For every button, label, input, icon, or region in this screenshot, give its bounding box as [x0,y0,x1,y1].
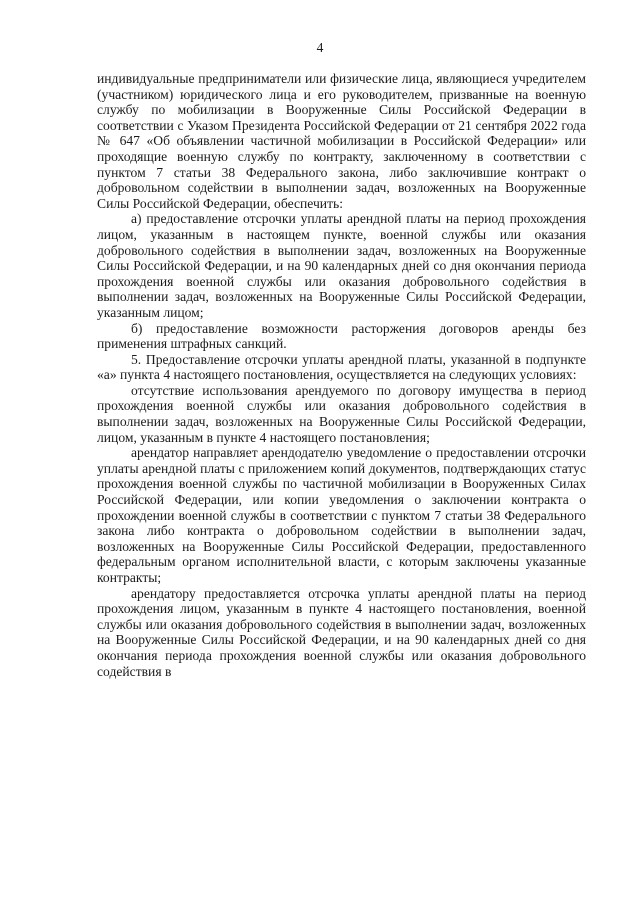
paragraph-item-a: а) предоставление отсрочки уплаты арендной платы на период прохождения лицом, указанным в настоящем пункте, военной службы или оказания добровольного содействия в выполнении задач, возложенных на Вооруженные Силы Российской Федерации, и на 90 календарных дней со дня окончания периода прохождения военной службы или оказания добровольного содействия в выполнении задач, возложенных на Вооруженные Силы Российской Федерации, указанным лицом; [97,211,586,320]
paragraph-point-5: 5. Предоставление отсрочки уплаты арендной платы, указанной в подпункте «а» пункта 4 настоящего постановления, осуществляется на следующих условиях: [97,351,586,383]
paragraph-condition-no-use: отсутствие использования арендуемого по договору имущества в период прохождения военной службы или оказания добровольного содействия в выполнении задач, возложенных на Вооруженные Силы Российской Федерации, лицом, указанным в пункте 4 настоящего постановления; [97,382,586,445]
paragraph-condition-deferral: арендатору предоставляется отсрочка уплаты арендной платы на период прохождения лицом, указанным в пункте 4 настоящего постановления, военной службы или оказания добровольного содействия в выполнении задач, возложенных на Вооруженные Силы Российской Федерации, и на 90 календарных дней со дня окончания периода прохождения военной службы или оказания добровольного содействия в [97,585,586,679]
paragraph-item-b: б) предоставление возможности расторжения договоров аренды без применения штрафных санкций. [97,320,586,352]
paragraph-intro: индивидуальные предприниматели или физические лица, являющиеся учредителем (участником) юридического лица и его руководителем, призванные на военную службу по мобилизации в Вооруженные Силы Российской Федерации в соответствии с Указом Президента Российской Федерации от 21 сентября 2022 года № 647 «Об объявлении частичной мобилизации в Российской Федерации» или проходящие военную службу по контракту, заключенному в соответствии с пунктом 7 статьи 38 Федерального закона, либо заключившие контракт о добровольном содействии в выполнении задач, возложенных на Вооруженные Силы Российской Федерации, обеспечить: [97,71,586,211]
paragraph-condition-notice: арендатор направляет арендодателю уведомление о предоставлении отсрочки уплаты арендной платы с приложением копий документов, подтверждающих статус прохождения военной службы по частичной мобилизации в Вооруженных Силах Российской Федерации, или копии уведомления о заключении контракта о прохождении военной службы в соответствии с пунктом 7 статьи 38 Федерального закона либо контракта о добровольном содействии в выполнении задач, возложенных на Вооруженные Силы Российской Федерации, предоставленного федеральным органом исполнительной власти, с которым заключены указанные контракты; [97,445,586,585]
document-body [97,71,586,679]
page-number: 4 [316,40,324,55]
